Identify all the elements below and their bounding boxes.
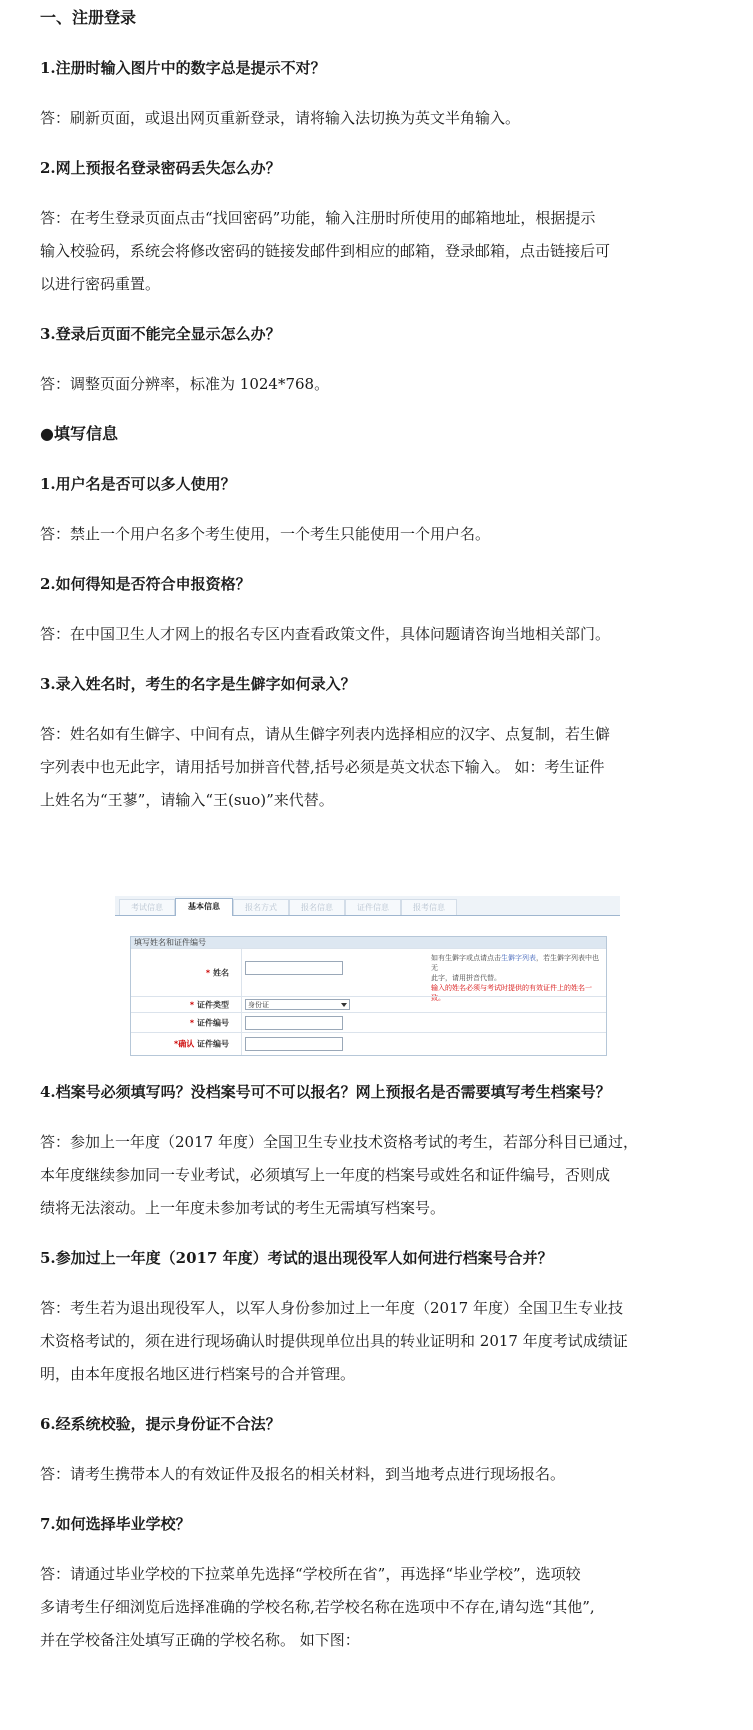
label-id-type: 证件类型	[197, 1000, 229, 1010]
label-name: 姓名	[213, 968, 229, 978]
form-screenshot	[115, 896, 620, 1057]
form-row-name	[131, 948, 606, 1002]
question-reg-1: 1.注册时输入图片中的数字总是提示不对？	[40, 59, 326, 77]
question-reg-2: 2.网上预报名登录密码丢失怎么办？	[40, 159, 281, 177]
question-info-2: 2.如何得知是否符合申报资格？	[40, 575, 251, 593]
form-row-id-number: * 证件编号	[131, 1012, 606, 1033]
answer-info-1: 答：禁止一个用户名多个考生使用，一个考生只能使用一个用户名。	[40, 525, 491, 543]
name-input[interactable]	[245, 961, 343, 975]
form-tab-bar	[115, 896, 620, 916]
section-heading-fill-info: ●填写信息	[40, 424, 118, 443]
form-row-confirm-id	[131, 1032, 606, 1055]
tab-basic-info[interactable]: 基本信息	[175, 898, 233, 916]
answer-info-3-line-1: 答：姓名如有生僻字、中间有点，请从生僻字列表内选择相应的汉字、点复制，若生僻	[40, 725, 611, 743]
id-number-input[interactable]	[245, 1016, 343, 1030]
answer-info-4-line-3: 绩将无法滚动。上一年度未参加考试的考生无需填写档案号。	[40, 1199, 446, 1217]
answer-info-3-line-2: 字列表中也无此字，请用括号加拼音代替,括号必须是英文状态下输入。 如：考生证件	[40, 758, 605, 776]
answer-info-7-line-3: 并在学校备注处填写正确的学校名称。 如下图：	[40, 1631, 360, 1649]
answer-reg-2-line-3: 以进行密码重置。	[40, 275, 161, 293]
tab-id-info[interactable]: 证件信息	[345, 899, 401, 915]
answer-info-3-line-3: 上姓名为“王蓼”，请输入“王(suo)”来代替。	[40, 791, 334, 809]
required-star: *	[205, 968, 210, 978]
answer-reg-2-line-2: 输入校验码，系统会将修改密码的链接发邮件到相应的邮箱，登录邮箱，点击链接后可	[40, 242, 611, 260]
rare-char-list-link[interactable]: 生僻字列表	[501, 954, 536, 962]
form-section-title: 填写姓名和证件编号	[131, 937, 606, 948]
question-info-4: 4.档案号必须填写吗？没档案号可不可以报名？网上预报名是否需要填写考生档案号？	[40, 1083, 611, 1101]
answer-info-5-line-3: 明，由本年度报名地区进行档案号的合并管理。	[40, 1365, 356, 1383]
answer-info-2: 答：在中国卫生人才网上的报名专区内查看政策文件，具体问题请咨询当地相关部门。	[40, 625, 611, 643]
answer-reg-1: 答：刷新页面，或退出网页重新登录，请将输入法切换为英文半角输入。	[40, 109, 521, 127]
form-row-id-type: * 证件类型 身份证	[131, 996, 606, 1013]
question-reg-3: 3.登录后页面不能完全显示怎么办？	[40, 325, 281, 343]
label-confirm-prefix: *确认	[174, 1039, 195, 1049]
answer-reg-2-line-1: 答：在考生登录页面点击“找回密码”功能，输入注册时所使用的邮箱地址，根据提示	[40, 209, 596, 227]
answer-reg-3: 答：调整页面分辨率，标准为 1024*768。	[40, 375, 330, 393]
tab-application-info[interactable]: 报考信息	[401, 899, 457, 915]
confirm-id-number-input[interactable]	[245, 1037, 343, 1051]
answer-info-4-line-2: 本年度继续参加同一专业考试，必须填写上一年度的档案号或姓名和证件编号，否则成	[40, 1166, 611, 1184]
answer-info-5-line-1: 答：考生若为退出现役军人，以军人身份参加过上一年度（2017 年度）全国卫生专业技	[40, 1299, 623, 1317]
label-id-number: 证件编号	[197, 1018, 229, 1028]
answer-info-7-line-2: 多请考生仔细浏览后选择准确的学校名称,若学校名称在选项中不存在,请勾选“其他”,	[40, 1598, 595, 1616]
question-info-1: 1.用户名是否可以多人使用？	[40, 475, 236, 493]
tab-registration-method[interactable]: 报名方式	[233, 899, 289, 915]
answer-info-5-line-2: 术资格考试的，须在进行现场确认时提供现单位出具的转业证明和 2017 年度考试成绩证	[40, 1332, 628, 1350]
id-type-select[interactable]: 身份证	[245, 999, 350, 1010]
name-id-form	[130, 936, 607, 1056]
tab-registration-info[interactable]: 报名信息	[289, 899, 345, 915]
answer-info-7-line-1: 答：请通过毕业学校的下拉菜单先选择“学校所在省”，再选择“毕业学校”，选项较	[40, 1565, 581, 1583]
tab-exam-info[interactable]: 考试信息	[119, 899, 175, 915]
answer-info-4-line-1: 答：参加上一年度（2017 年度）全国卫生专业技术资格考试的考生，若部分科目已通过，	[40, 1133, 638, 1151]
answer-info-6: 答：请考生携带本人的有效证件及报名的相关材料，到当地考点进行现场报名。	[40, 1465, 566, 1483]
name-warning: 输入的姓名必须与考试时提供的有效证件上的姓名一致。	[431, 984, 592, 1002]
question-info-3: 3.录入姓名时，考生的名字是生僻字如何录入？	[40, 675, 356, 693]
name-hint: 如有生僻字或点请点击生僻字列表，若生僻字列表中也无 此字，请用拼音代替。 输入的姓名必须与考试时提供的有效证件上的姓名一致。	[431, 954, 599, 1002]
chevron-down-icon	[341, 1003, 347, 1007]
question-info-7: 7.如何选择毕业学校？	[40, 1515, 191, 1533]
label-confirm-id: 证件编号	[197, 1039, 229, 1049]
question-info-6: 6.经系统校验，提示身份证不合法？	[40, 1415, 281, 1433]
section-heading-registration: 一、注册登录	[40, 8, 137, 27]
question-info-5: 5.参加过上一年度（2017 年度）考试的退出现役军人如何进行档案号合并？	[40, 1249, 553, 1267]
